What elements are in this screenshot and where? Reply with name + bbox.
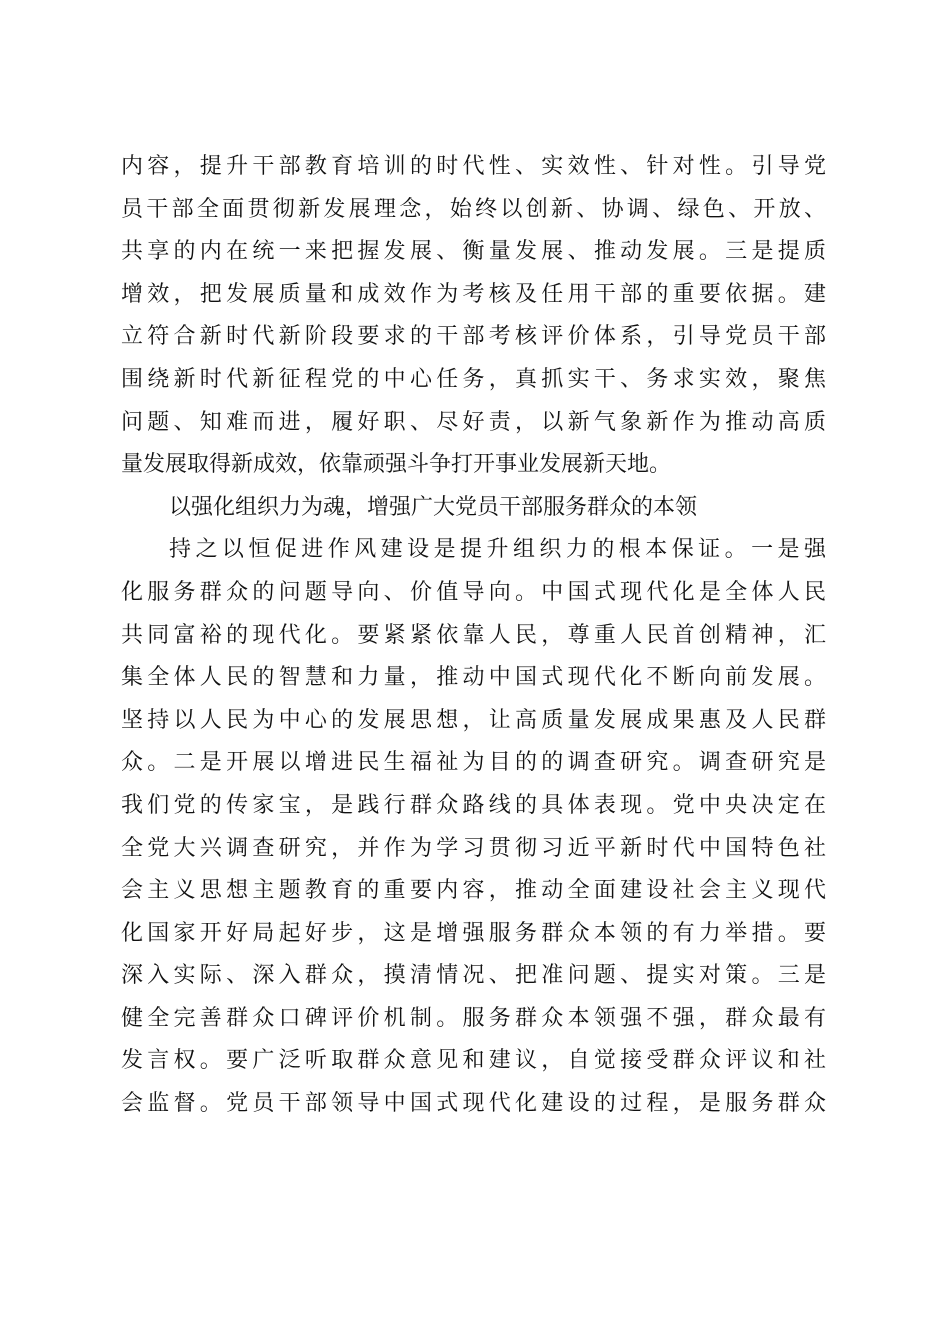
text-line: 量发展取得新成效，依靠顽强斗争打开事业发展新天地。: [121, 452, 672, 478]
text-line: 集全体人民的智慧和力量，推动中国式现代化不断向前发展。: [121, 665, 826, 691]
text-line: 围绕新时代新征程党的中心任务，真抓实干、务求实效，聚焦: [121, 366, 826, 392]
text-line: 众。二是开展以增进民生福祉为目的的调查研究。调查研究是: [121, 750, 826, 776]
text-line: 员干部全面贯彻新发展理念，始终以创新、协调、绿色、开放、: [121, 196, 826, 222]
text-line: 会监督。党员干部领导中国式现代化建设的过程，是服务群众: [121, 1091, 826, 1117]
text-line: 健全完善群众口碑评价机制。服务群众本领强不强，群众最有: [121, 1005, 826, 1031]
text-line: 立符合新时代新阶段要求的干部考核评价体系，引导党员干部: [121, 324, 826, 350]
text-line: 会主义思想主题教育的重要内容，推动全面建设社会主义现代: [121, 878, 826, 904]
text-line: 共同富裕的现代化。要紧紧依靠人民，尊重人民首创精神，汇: [121, 622, 826, 648]
text-line: 共享的内在统一来把握发展、衡量发展、推动发展。三是提质: [121, 239, 826, 265]
text-line: 全党大兴调查研究，并作为学习贯彻习近平新时代中国特色社: [121, 835, 826, 861]
text-line: 化国家开好局起好步，这是增强服务群众本领的有力举措。要: [121, 920, 826, 946]
text-line: 深入实际、深入群众，摸清情况、把准问题、提实对策。三是: [121, 963, 826, 989]
section-heading: 以强化组织力为魂，增强广大党员干部服务群众的本领: [169, 494, 698, 520]
text-line: 坚持以人民为中心的发展思想，让高质量发展成果惠及人民群: [121, 707, 826, 733]
text-line: 内容，提升干部教育培训的时代性、实效性、针对性。引导党: [121, 154, 826, 179]
text-line: 我们党的传家宝，是践行群众路线的具体表现。党中央决定在: [121, 792, 826, 818]
text-line: 持之以恒促进作风建设是提升组织力的根本保证。一是强: [169, 537, 826, 563]
text-line: 发言权。要广泛听取群众意见和建议，自觉接受群众评议和社: [121, 1048, 826, 1074]
body-text: [121, 146, 826, 1126]
text-line: 问题、知难而进，履好职、尽好责，以新气象新作为推动高质: [121, 409, 826, 435]
text-line: 化服务群众的问题导向、价值导向。中国式现代化是全体人民: [121, 579, 826, 605]
text-line: 增效，把发展质量和成效作为考核及任用干部的重要依据。建: [121, 281, 826, 307]
